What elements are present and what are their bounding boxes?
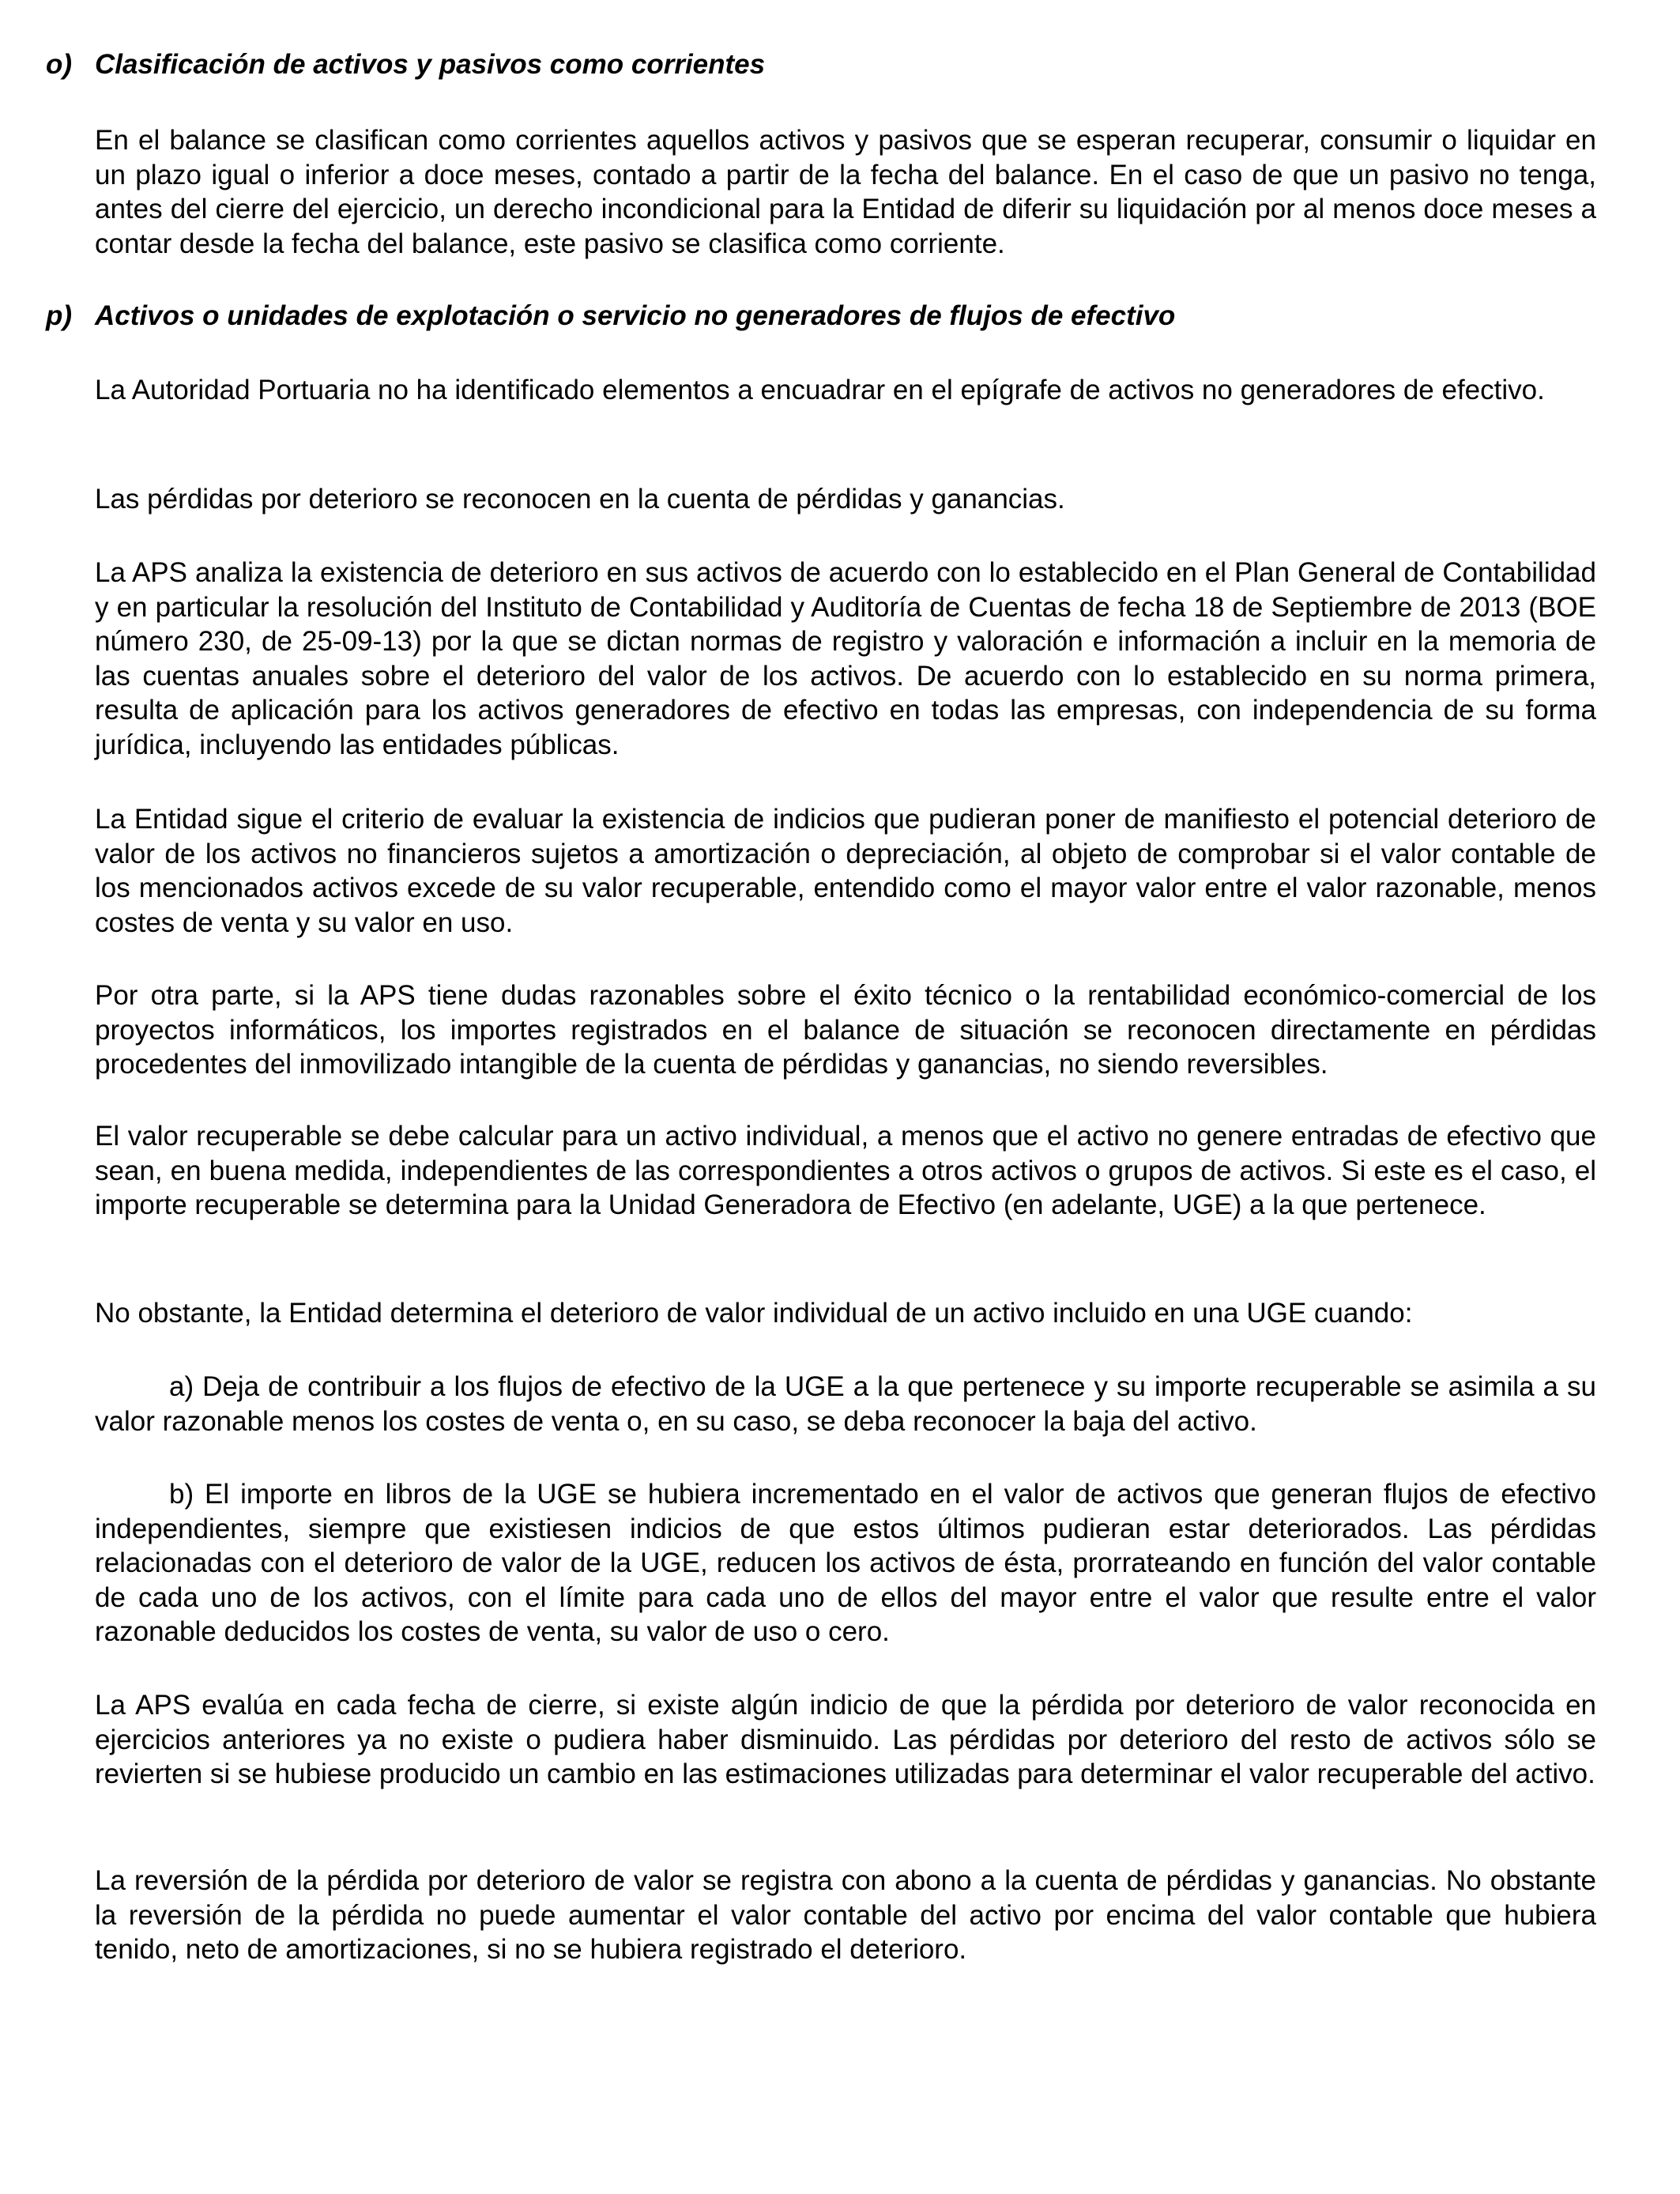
paragraph-criterio-evaluacion: La Entidad sigue el criterio de evaluar la existencia de indicios que pudieran poner de manifiesto el potencial deterioro de valor de los activos no financieros sujetos a amortización o depreciación, al objeto de comprobar si el valor contable de los mencionados activos excede de su valor recuperable, entendido como el mayor valor entre el valor razonable, menos costes de venta y su valor en uso. <box>95 804 1596 938</box>
paragraph-no-obstante: No obstante, la Entidad determina el deterioro de valor individual de un activo incluido en una UGE cuando: <box>95 1298 1413 1329</box>
paragraph-perdidas-deterioro: Las pérdidas por deterioro se reconocen en la cuenta de pérdidas y ganancias. <box>95 484 1065 515</box>
section-p-heading <box>46 299 1595 334</box>
paragraph-aps-evalua: La APS evalúa en cada fecha de cierre, si existe algún indicio de que la pérdida por deterioro de valor reconocida en ejercicios anteriores ya no existe o pudiera haber disminuido. Las pérdidas por deterioro del resto de activos sólo se revierten si se hubiese producido un cambio en las estimaciones utilizadas para determinar el valor recuperable del activo. <box>95 1690 1596 1790</box>
section-p-letter: p) <box>46 300 73 331</box>
paragraph-valor-recuperable: El valor recuperable se debe calcular para un activo individual, a menos que el activo no genere entradas de efectivo que sean, en buena medida, independientes de las correspondientes a otros activos o grupos de activos. Si este es el caso, el importe recuperable se determina para la Unidad Generadora de Efectivo (en adelante, UGE) a la que pertenece. <box>95 1121 1596 1221</box>
paragraph-proyectos-informaticos: Por otra parte, si la APS tiene dudas razonables sobre el éxito técnico o la rentabilidad económico-comercial de los proyectos informáticos, los importes registrados en el balance de situación se reconocen directamente en pérdidas procedentes del inmovilizado intangible de la cuenta de pérdidas y ganancias, no siendo reversibles. <box>95 980 1596 1080</box>
section-o-heading <box>46 47 1595 82</box>
section-o-letter: o) <box>46 49 73 80</box>
paragraph-aps-analiza: La APS analiza la existencia de deterioro en sus activos de acuerdo con lo establecido en el Plan General de Contabilidad y en particular la resolución del Instituto de Contabilidad y Auditoría de Cuentas de fecha 18 de Septiembre de 2013 (BOE número 230, de 25-09-13) por la que se dictan normas de registro y valoración e información a incluir en la memoria de las cuentas anuales sobre el deterioro del valor de los activos. De acuerdo con lo establecido en su norma primera, resulta de aplicación para los activos generadores de efectivo en todas las empresas, con independencia de su forma jurídica, incluyendo las entidades públicas. <box>95 557 1596 760</box>
list-item-a: a) Deja de contribuir a los flujos de efectivo de la UGE a la que pertenece y su importe recuperable se asimila a su valor razonable menos los costes de venta o, en su caso, se deba reconocer la baja del activo. <box>95 1371 1596 1437</box>
section-o-paragraph: En el balance se clasifican como corrientes aquellos activos y pasivos que se esperan recuperar, consumir o liquidar en un plazo igual o inferior a doce meses, contado a partir de la fecha del balance. En el caso de que un pasivo no tenga, antes del cierre del ejercicio, un derecho incondicional para la Entidad de diferir su liquidación por al menos doce meses a contar desde la fecha del balance, este pasivo se clasifica como corriente. <box>95 125 1596 259</box>
paragraph-reversion: La reversión de la pérdida por deterioro de valor se registra con abono a la cuenta de pérdidas y ganancias. No obstante la reversión de la pérdida no puede aumentar el valor contable del activo por encima del valor contable que hubiera tenido, neto de amortizaciones, si no se hubiera registrado el deterioro. <box>95 1865 1596 1966</box>
section-o-title: Clasificación de activos y pasivos como corrientes <box>95 49 766 80</box>
paragraph-no-generadores: La Autoridad Portuaria no ha identificado elementos a encuadrar en el epígrafe de activos no generadores de efectivo. <box>95 375 1545 405</box>
list-item-b: b) El importe en libros de la UGE se hubiera incrementado en el valor de activos que generan flujos de efectivo independientes, siempre que existiesen indicios de que estos últimos pudieran estar deteriorados. Las pérdidas relacionadas con el deterioro de valor de la UGE, reducen los activos de ésta, prorrateando en función del valor contable de cada uno de los activos, con el límite para cada uno de ellos del mayor entre el valor que resulte entre el valor razonable deducidos los costes de venta, su valor de uso o cero. <box>95 1479 1596 1648</box>
section-p-title: Activos o unidades de explotación o servicio no generadores de flujos de efectivo <box>95 300 1176 331</box>
